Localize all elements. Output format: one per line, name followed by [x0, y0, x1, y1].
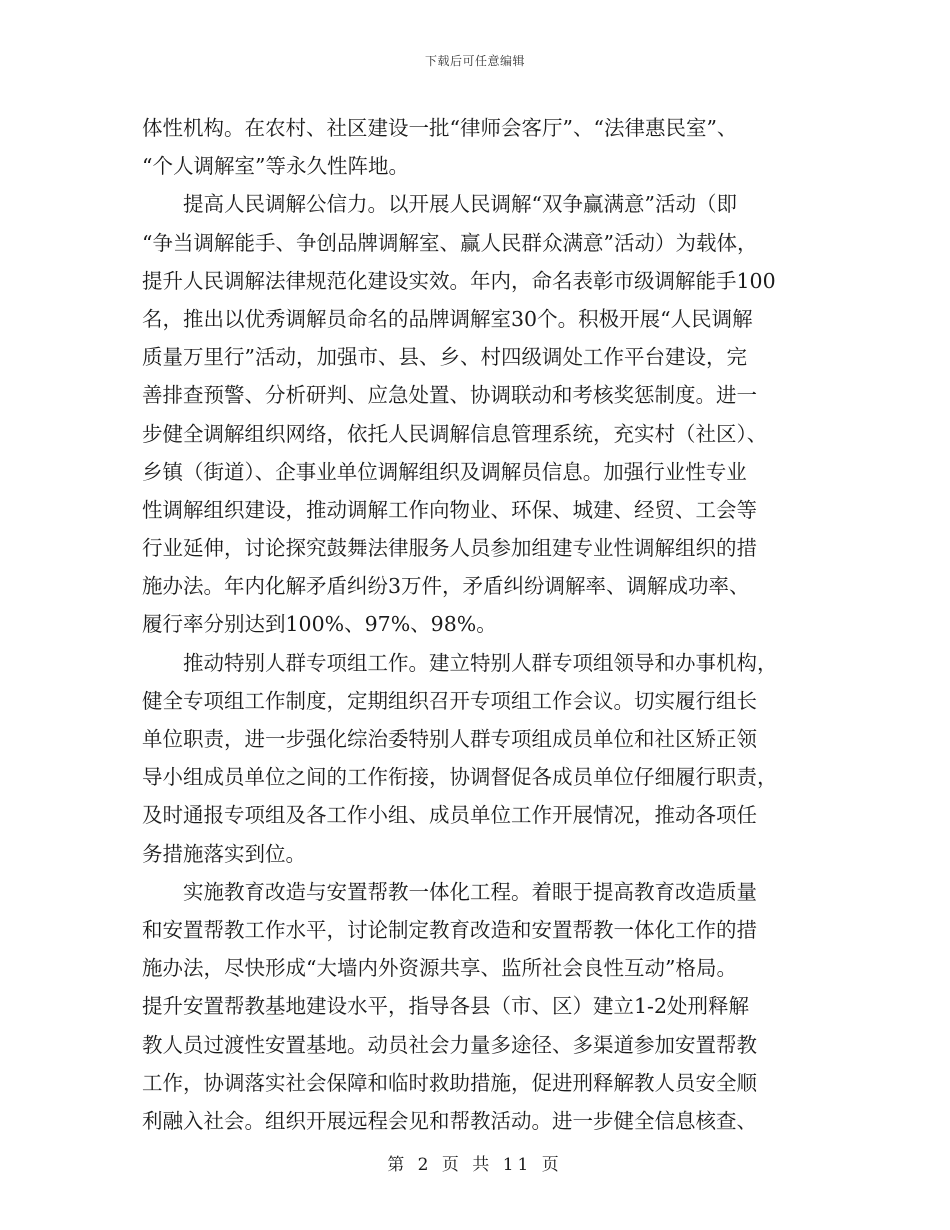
text-line: 提升人民调解法律规范化建设实效。年内，命名表彰市级调解能手100 — [142, 268, 776, 293]
paragraph-start-line: 提高人民调解公信力。以开展人民调解“双争赢满意”活动（即 — [183, 192, 737, 217]
text-line: 单位职责，进一步强化综治委特别人群专项组成员单位和社区矫正领 — [142, 727, 757, 751]
page-header: 下载后可任意编辑 — [424, 54, 525, 68]
text-line: 名，推出以优秀调解员命名的品牌调解室30个。积极开展“人民调解 — [142, 306, 753, 331]
text-line: 施办法。年内化解矛盾纠纷3万件，矛盾纠纷调解率、调解成功率、 — [142, 574, 750, 599]
text-line: 步健全调解组织网络，依托人民调解信息管理系统，充实村（社区）、 — [142, 421, 768, 446]
paragraph-start-line: 实施教育改造与安置帮教一体化工程。着眼于提高教育改造质量 — [183, 879, 757, 904]
text-line: 务措施落实到位。 — [142, 841, 306, 866]
text-line: 善排查预警、分析研判、应急处置、协调联动和考核奖惩制度。进一 — [142, 383, 757, 408]
document-body — [142, 109, 812, 1140]
text-line: 质量万里行”活动，加强市、县、乡、村四级调处工作平台建设，完 — [142, 345, 747, 370]
text-line: 及时通报专项组及各工作小组、成员单位工作开展情况，推动各项任 — [142, 803, 757, 828]
text-line: 教人员过渡性安置基地。动员社会力量多途径、多渠道参加安置帮教 — [142, 1032, 757, 1057]
text-line: 工作，协调落实社会保障和临时救助措施，促进刑释解教人员安全顺 — [142, 1070, 757, 1095]
text-line: 利融入社会。组织开展远程会见和帮教活动。进一步健全信息核查、 — [142, 1108, 757, 1133]
text-line: “个人调解室”等永久性阵地。 — [142, 154, 409, 179]
text-line: 和安置帮教工作水平，讨论制定教育改造和安置帮教一体化工作的措 — [142, 917, 757, 942]
text-line: 性调解组织建设，推动调解工作向物业、环保、城建、经贸、工会等 — [142, 497, 757, 522]
text-line: 体性机构。在农村、社区建设一批“律师会客厅”、“法律惠民室”、 — [142, 116, 738, 140]
text-line: 提升安置帮教基地建设水平，指导各县（市、区）建立1-2处刑释解 — [142, 994, 750, 1019]
text-line: 履行率分别达到100%、97%、98%。 — [142, 612, 497, 637]
page-number-footer: 第 2 页 共 11 页 — [387, 1155, 563, 1175]
paragraph-start-line: 推动特别人群专项组工作。建立特别人群专项组领导和办事机构， — [183, 650, 778, 675]
text-line: 施办法，尽快形成“大墙内外资源共享、监所社会良性互动”格局。 — [142, 956, 737, 981]
text-line: 导小组成员单位之间的工作衔接，协调督促各成员单位仔细履行职责， — [142, 765, 778, 790]
text-line: 乡镇（街道）、企事业单位调解组织及调解员信息。加强行业性专业 — [142, 459, 747, 484]
text-line: 健全专项组工作制度，定期组织召开专项组工作会议。切实履行组长 — [142, 688, 757, 713]
text-line: 行业延伸，讨论探究鼓舞法律服务人员参加组建专业性调解组织的措 — [142, 536, 757, 561]
text-line: “争当调解能手、争创品牌调解室、赢人民群众满意”活动）为载体， — [142, 230, 758, 255]
